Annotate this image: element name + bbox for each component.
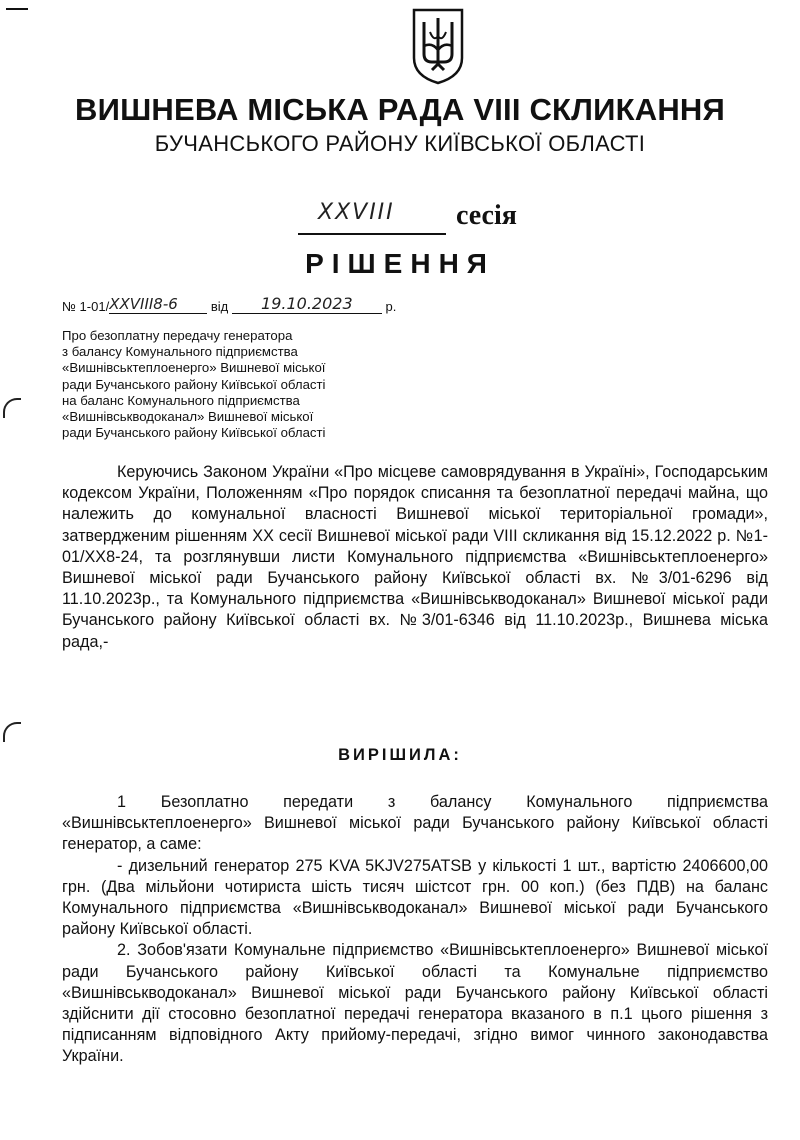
decision-number: XXVIII8-6 <box>109 295 207 314</box>
council-name: ВИШНЕВА МІСЬКА РАДА VIII СКЛИКАННЯ <box>75 92 725 127</box>
document-type: РІШЕННЯ <box>305 248 495 279</box>
item-1: 1 Безоплатно передати з балансу Комунального підприємства «Вишнівськтеплоенерго» Вишневої міської ради Бучанського району Київської області генератор, а саме: <box>62 793 768 854</box>
subject-line: з балансу Комунального підприємства <box>62 344 298 360</box>
subject-line: «Вишнівськводоканал» Вишневої міської <box>62 409 314 425</box>
subject-line: на баланс Комунального підприємства <box>62 392 300 408</box>
coat-of-arms-icon <box>410 6 466 86</box>
subject-line: «Вишнівськтеплоенерго» Вишневої міської <box>62 360 326 376</box>
session-label: сесія <box>456 200 517 231</box>
binding-mark <box>3 398 21 418</box>
subject-line: ради Бучанського району Київської області <box>62 425 326 441</box>
subject-line: Про безоплатну передачу генератора <box>62 328 293 343</box>
binding-mark <box>3 722 21 742</box>
corner-mark <box>6 8 28 10</box>
decision-subject <box>62 328 326 441</box>
preamble-text: Керуючись Законом України «Про місцеве самоврядування в Україні», Господарським кодексом України, Положенням «Про порядок списання та безоплатної передачі майна, що належить до комунальної власності Вишневої міської територіальної громади», затвердженим рішенням XX сесії Вишневої міської ради VIII скликання від 15.12.2022 р. №1-01/XX8-24, та розглянувши листи Комунального підприємства «Вишнівськтеплоенерго» Вишневої міської ради Бучанського району Київської області вх. №3/01-6296 від 11.10.2023р., та Комунального підприємства «Вишнівськводоканал» Вишневої міської ради Бучанського району Київської області вх. №3/01-6346 від 11.10.2023р., Вишнева міська рада,- <box>62 463 768 651</box>
from-label: від <box>210 299 229 314</box>
number-prefix: № 1-01/ <box>62 299 110 314</box>
subject-line: ради Бучанського району Київської області <box>62 376 326 392</box>
decision-items <box>62 792 768 1068</box>
decision-number-line <box>62 294 396 314</box>
preamble <box>62 462 768 653</box>
decision-date: 19.10.2023 <box>232 294 382 314</box>
decided-heading: ВИРІШИЛА: <box>338 746 462 764</box>
district-name: БУЧАНСЬКОГО РАЙОНУ КИЇВСЬКОЇ ОБЛАСТІ <box>154 131 646 156</box>
item-1-detail: - дизельний генератор 275 KVA 5KJV275ATSB у кількості 1 шт., вартістю 2406600,00 грн. (Два мільйони чотириста шість тисяч шістсот грн. 00 коп.) (без ПДВ) на баланс Комунального підприємства «Вишнівськводоканал» Вишневої міської ради Бучанського району Київської області. <box>62 856 768 939</box>
year-suffix: р. <box>385 299 397 314</box>
item-2: 2. Зобов'язати Комунальне підприємство «Вишнівськтеплоенерго» Вишневої міської ради Бучанського району Київської області та Комунальне підприємство «Вишнівськводоканал» Вишневої міської ради Бучанського району Київської області здійснити дії стосовно безоплатної передачі генератора вказаного в п.1 цього рішення з підписанням відповідного Акту прийому-передачі, згідно вимог чинного законодавства України. <box>62 941 768 1066</box>
session-number: XXVIII <box>318 200 395 225</box>
